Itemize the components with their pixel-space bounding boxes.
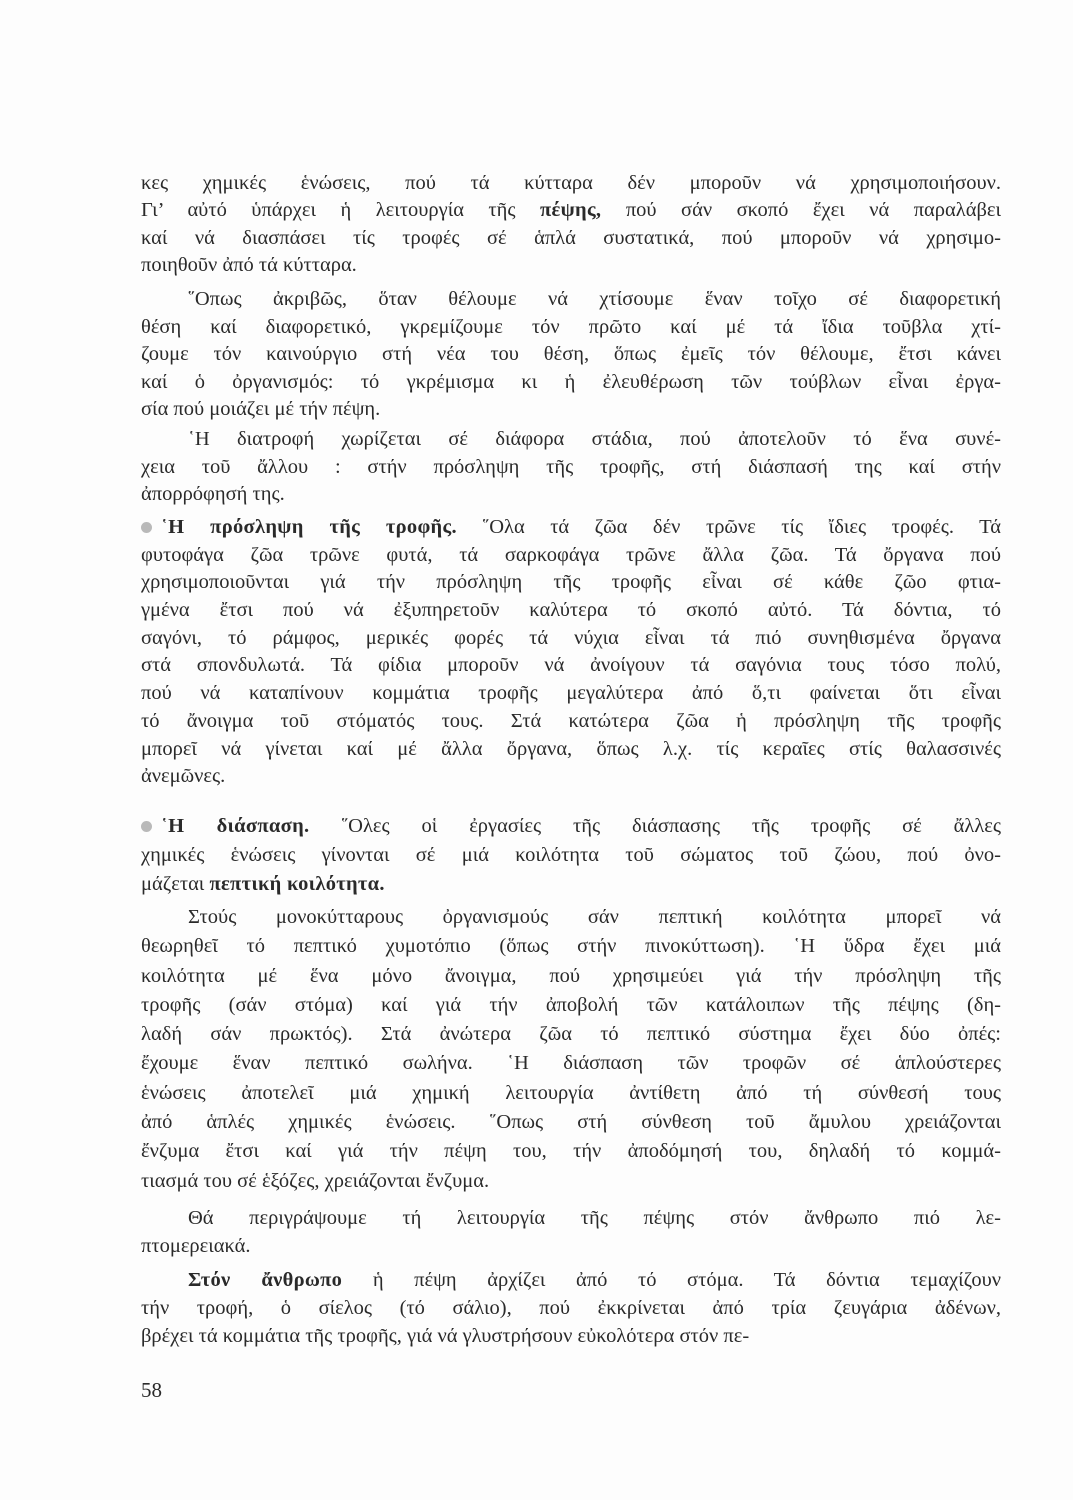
- text-segment: λαδή σάν πρωκτός). Στά ἀνώτερα ζῶα τό πεπτικό σύστημα ἔχει δύο ὀπές:: [141, 1023, 1001, 1046]
- text-segment: μάζεται: [141, 873, 210, 895]
- text-line: [141, 396, 1001, 424]
- text-segment: Στούς μονοκύτταρους ὀργανισμούς σάν πεπτική κοιλότητα μπορεῖ νά: [188, 906, 1001, 928]
- text-line: [141, 225, 1001, 252]
- text-segment: κες χημικές ἑνώσεις, πού τά κύτταρα δέν μποροῦν νά χρησιμοποιήσουν.: [141, 172, 1001, 194]
- text-segment: πτομερειακά.: [141, 1235, 251, 1257]
- text-line: [141, 1232, 1001, 1260]
- text-line: [141, 932, 1001, 961]
- text-line: [141, 197, 1001, 224]
- text-line: [141, 763, 1001, 791]
- text-line: [141, 652, 1001, 680]
- bold-term: ῾Η διάσπαση.: [161, 815, 310, 837]
- text-line: [141, 962, 1001, 991]
- text-segment: ἀπό ἁπλές χημικές ἑνώσεις. ῞Οπως στή σύνθεση τοῦ ἄμυλου χρειάζονται: [141, 1111, 1001, 1134]
- bold-term: πεπτική κοιλότητα.: [209, 873, 385, 895]
- text-line: [141, 426, 1001, 454]
- text-line: [141, 481, 1001, 509]
- paragraph: [141, 426, 1001, 509]
- text-segment: σία πού μοιάζει μέ τήν πέψη.: [141, 398, 381, 420]
- text-segment: ῞Ολα τά ζῶα δέν τρῶνε τίς ἴδιες τροφές. Τά: [456, 516, 1001, 538]
- text-line: [141, 708, 1001, 736]
- text-segment: γμένα ἔτσι πού νά ἐξυπηρετοῦν καλύτερα τό σκοπό αὐτό. Τά δόντια, τό: [141, 599, 1001, 622]
- text-line: [141, 1079, 1001, 1108]
- text-line: [141, 1020, 1001, 1049]
- text-segment: ποιηθοῦν ἀπό τά κύτταρα.: [141, 254, 357, 277]
- paragraph: [141, 170, 1001, 280]
- text-segment: τιασμά του σέ ἑξόζες, χρειάζονται ἔνζυμα.: [141, 1169, 490, 1192]
- text-segment: Γι’ αὐτό ὑπάρχει ἡ λειτουργία τῆς: [141, 199, 541, 222]
- text-line: [141, 625, 1001, 653]
- text-segment: ἑνώσεις ἀποτελεῖ μιά χημική λειτουργία ἀντίθετη ἀπό τή σύνθεσή τους: [141, 1081, 1001, 1104]
- text-line: [141, 870, 1001, 899]
- paragraph: [141, 514, 1001, 791]
- text-line: [141, 903, 1001, 932]
- text-segment: βρέχει τά κομμάτια τῆς τροφῆς, γιά νά γλυστρήσουν εὐκολότερα στόν πε-: [141, 1325, 750, 1347]
- text-line: [141, 680, 1001, 708]
- paragraph: [141, 812, 1001, 899]
- paragraph: [141, 903, 1001, 1196]
- text-segment: ῞Ολες οἱ ἐργασίες τῆς διάσπασης τῆς τροφῆς σέ ἄλλες: [309, 815, 1001, 837]
- text-segment: καί ὁ ὀργανισμός: τό γκρέμισμα κι ἡ ἐλευθέρωση τῶν τούβλων εἶναι ἐργα-: [141, 370, 1001, 393]
- text-segment: ἀνεμῶνες.: [141, 765, 226, 788]
- bold-term: πέψης,: [540, 199, 602, 222]
- text-line: [141, 812, 1001, 841]
- text-segment: ζουμε τόν καινούργιο στή νέα του θέση, ὅπως ἐμεῖς τόν θέλουμε, ἔτσι κάνει: [141, 343, 1001, 365]
- text-segment: καί νά διασπάσει τίς τροφές σέ ἁπλά συστατικά, πού μποροῦν νά χρησιμο-: [141, 226, 1001, 249]
- text-segment: ῾Η διατροφή χωρίζεται σέ διάφορα στάδια, πού ἀποτελοῦν τό ἕνα συνέ-: [188, 428, 1001, 450]
- text-line: [141, 1108, 1001, 1137]
- text-line: [141, 597, 1001, 625]
- text-segment: θέση καί διαφορετικό, γκρεμίζουμε τόν πρῶτο καί μέ τά ἴδια τοῦβλα χτί-: [141, 315, 1001, 338]
- paragraph: [141, 286, 1001, 424]
- bullet-icon: [141, 522, 152, 533]
- text-line: [141, 369, 1001, 397]
- text-segment: πού νά καταπίνουν κομμάτια τροφῆς μεγαλύτερα ἀπό ὅ,τι φαίνεται ὅτι εἶναι: [141, 682, 1001, 705]
- page-number: 58: [141, 1378, 162, 1402]
- text-line: [141, 514, 1001, 542]
- paragraph: [141, 1266, 1001, 1350]
- text-line: [141, 170, 1001, 197]
- text-line: [141, 991, 1001, 1020]
- text-line: [141, 569, 1001, 597]
- bullet-icon: [141, 821, 152, 832]
- text-line: [141, 1294, 1001, 1322]
- text-segment: φυτοφάγα ζῶα τρῶνε φυτά, τά σαρκοφάγα τρῶνε ἄλλα ζῶα. Τά ὄργανα πού: [141, 543, 1001, 566]
- text-segment: χημικές ἑνώσεις γίνονται σέ μιά κοιλότητα τοῦ σώματος τοῦ ζώου, πού ὀνο-: [141, 844, 1001, 866]
- text-line: [141, 1167, 1001, 1196]
- text-segment: τό ἄνοιγμα τοῦ στόματός τους. Στά κατώτερα ζῶα ἡ πρόσληψη τῆς τροφῆς: [141, 709, 1001, 732]
- text-segment: τροφῆς (σάν στόμα) καί γιά τήν ἀποβολή τῶν κατάλοιπων τῆς πέψης (δη-: [141, 993, 1001, 1016]
- text-line: [141, 454, 1001, 482]
- text-segment: σαγόνι, τό ράμφος, μερικές φορές τά νύχια εἶναι τά πιό συνηθισμένα ὄργανα: [141, 626, 1001, 649]
- text-segment: θεωρηθεῖ τό πεπτικό χυμοτόπιο (ὅπως στήν πινοκύττωση). ῾Η ὕδρα ἔχει μιά: [141, 935, 1001, 958]
- text-segment: τήν τροφή, ὁ σίελος (τό σάλιο), πού ἐκκρίνεται ἀπό τρία ζευγάρια ἀδένων,: [141, 1297, 1001, 1319]
- text-segment: χρησιμοποιοῦνται γιά τήν πρόσληψη τῆς τροφῆς εἶναι σέ κάθε ζῶο φτια-: [141, 571, 1001, 594]
- text-line: [141, 1137, 1001, 1166]
- text-line: [141, 542, 1001, 570]
- text-line: [141, 1204, 1001, 1232]
- text-line: [141, 286, 1001, 314]
- text-segment: στά σπονδυλωτά. Τά φίδια μποροῦν νά ἀνοίγουν τά σαγόνια τους τόσο πολύ,: [141, 654, 1001, 677]
- text-line: [141, 841, 1001, 870]
- bold-term: ῾Η πρόσληψη τῆς τροφῆς.: [161, 516, 457, 538]
- text-line: [141, 314, 1001, 342]
- text-line: [141, 736, 1001, 764]
- text-segment: ἔνζυμα ἔτσι καί γιά τήν πέψη του, τήν ἀποδόμησή του, δηλαδή τό κομμά-: [141, 1140, 1001, 1163]
- text-segment: κοιλότητα μέ ἕνα μόνο ἄνοιγμα, πού χρησιμεύει γιά τήν πρόσληψη τῆς: [141, 964, 1001, 987]
- text-segment: ἀπορρόφησή της.: [141, 483, 285, 505]
- text-line: [141, 1266, 1001, 1294]
- text-segment: ἔχουμε ἕναν πεπτικό σωλήνα. ῾Η διάσπαση τῶν τροφῶν σέ ἁπλούστερες: [141, 1052, 1001, 1075]
- text-segment: Θά περιγράψουμε τή λειτουργία τῆς πέψης στόν ἄνθρωπο πιό λε-: [188, 1207, 1001, 1229]
- bold-term: Στόν ἄνθρωπο: [188, 1269, 343, 1291]
- text-line: [141, 1049, 1001, 1078]
- text-segment: ἡ πέψη ἀρχίζει ἀπό τό στόμα. Τά δόντια τεμαχίζουν: [342, 1269, 1001, 1291]
- paragraph: [141, 1204, 1001, 1260]
- text-segment: ῞Οπως ἀκριβῶς, ὅταν θέλουμε νά χτίσουμε ἕναν τοῖχο σέ διαφορετική: [188, 288, 1001, 310]
- text-line: [141, 252, 1001, 279]
- text-line: [141, 341, 1001, 369]
- text-line: [141, 1322, 1001, 1350]
- text-segment: μπορεῖ νά γίνεται καί μέ ἄλλα ὄργανα, ὅπως λ.χ. τίς κεραῖες στίς θαλασσινές: [141, 737, 1001, 760]
- text-segment: χεια τοῦ ἄλλου : στήν πρόσληψη τῆς τροφῆς, στή διάσπασή της καί στήν: [141, 455, 1001, 478]
- text-segment: πού σάν σκοπό ἔχει νά παραλάβει: [601, 199, 1001, 222]
